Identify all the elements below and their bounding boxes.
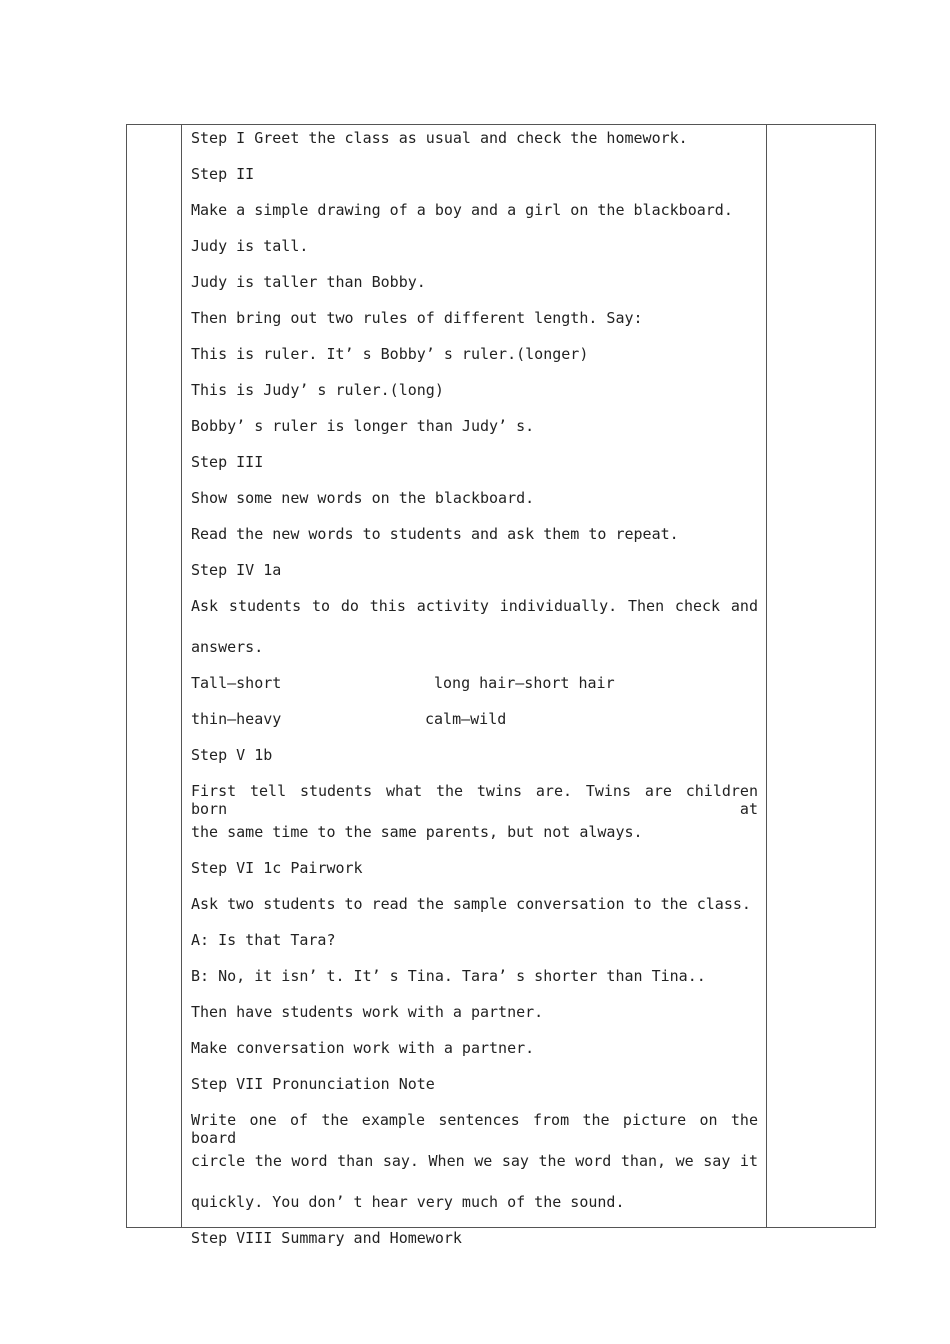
step-7-line-3: quickly. You don’ t hear very much of the sound. bbox=[191, 1193, 625, 1211]
step-2-line-2: Judy is tall. bbox=[191, 237, 309, 255]
table-column-divider-right bbox=[766, 124, 767, 1228]
step-2-line-6: This is Judy’ s ruler.(long) bbox=[191, 381, 444, 399]
step-8-heading: Step VIII Summary and Homework bbox=[191, 1229, 462, 1247]
step-6-line-5: Make conversation work with a partner. bbox=[191, 1039, 535, 1057]
step-2-line-3: Judy is taller than Bobby. bbox=[191, 273, 426, 291]
step-1-line: Step I Greet the class as usual and check the homework. bbox=[191, 129, 688, 147]
step-2-line-7: Bobby’ s ruler is longer than Judy’ s. bbox=[191, 417, 535, 435]
step-7-line-1: Write one of the example sentences from the picture on the board bbox=[191, 1111, 758, 1147]
step-2-line-1: Make a simple drawing of a boy and a girl on the blackboard. bbox=[191, 201, 733, 219]
step-4-line-2: answers. bbox=[191, 638, 264, 656]
step-4-heading: Step IV 1a bbox=[191, 561, 282, 579]
step-6-line-1: Ask two students to read the sample conversation to the class. bbox=[191, 895, 751, 913]
word-pair-2-left: thin—heavy bbox=[191, 710, 282, 728]
step-5-heading: Step V 1b bbox=[191, 746, 273, 764]
step-3-line-2: Read the new words to students and ask them to repeat. bbox=[191, 525, 679, 543]
step-4-line-1: Ask students to do this activity individually. Then check and bbox=[191, 597, 758, 615]
step-6-line-2: A: Is that Tara? bbox=[191, 931, 336, 949]
step-6-heading: Step VI 1c Pairwork bbox=[191, 859, 363, 877]
word-pair-1-right: long hair—short hair bbox=[434, 674, 615, 692]
step-2-heading: Step II bbox=[191, 165, 255, 183]
step-6-line-4: Then have students work with a partner. bbox=[191, 1003, 544, 1021]
step-3-line-1: Show some new words on the blackboard. bbox=[191, 489, 535, 507]
step-7-line-2: circle the word than say. When we say the word than, we say it bbox=[191, 1152, 758, 1170]
word-pair-1-left: Tall—short bbox=[191, 674, 282, 692]
step-2-line-4: Then bring out two rules of different length. Say: bbox=[191, 309, 643, 327]
step-2-line-5: This is ruler. It’ s Bobby’ s ruler.(longer) bbox=[191, 345, 589, 363]
table-column-divider-left bbox=[181, 124, 182, 1228]
step-7-heading: Step VII Pronunciation Note bbox=[191, 1075, 435, 1093]
word-pair-2-right: calm—wild bbox=[425, 710, 507, 728]
step-6-line-3: B: No, it isn’ t. It’ s Tina. Tara’ s shorter than Tina.. bbox=[191, 967, 706, 985]
step-3-heading: Step III bbox=[191, 453, 264, 471]
step-5-line-2: the same time to the same parents, but not always. bbox=[191, 823, 643, 841]
step-5-line-1: First tell students what the twins are. Twins are children born at bbox=[191, 782, 758, 818]
